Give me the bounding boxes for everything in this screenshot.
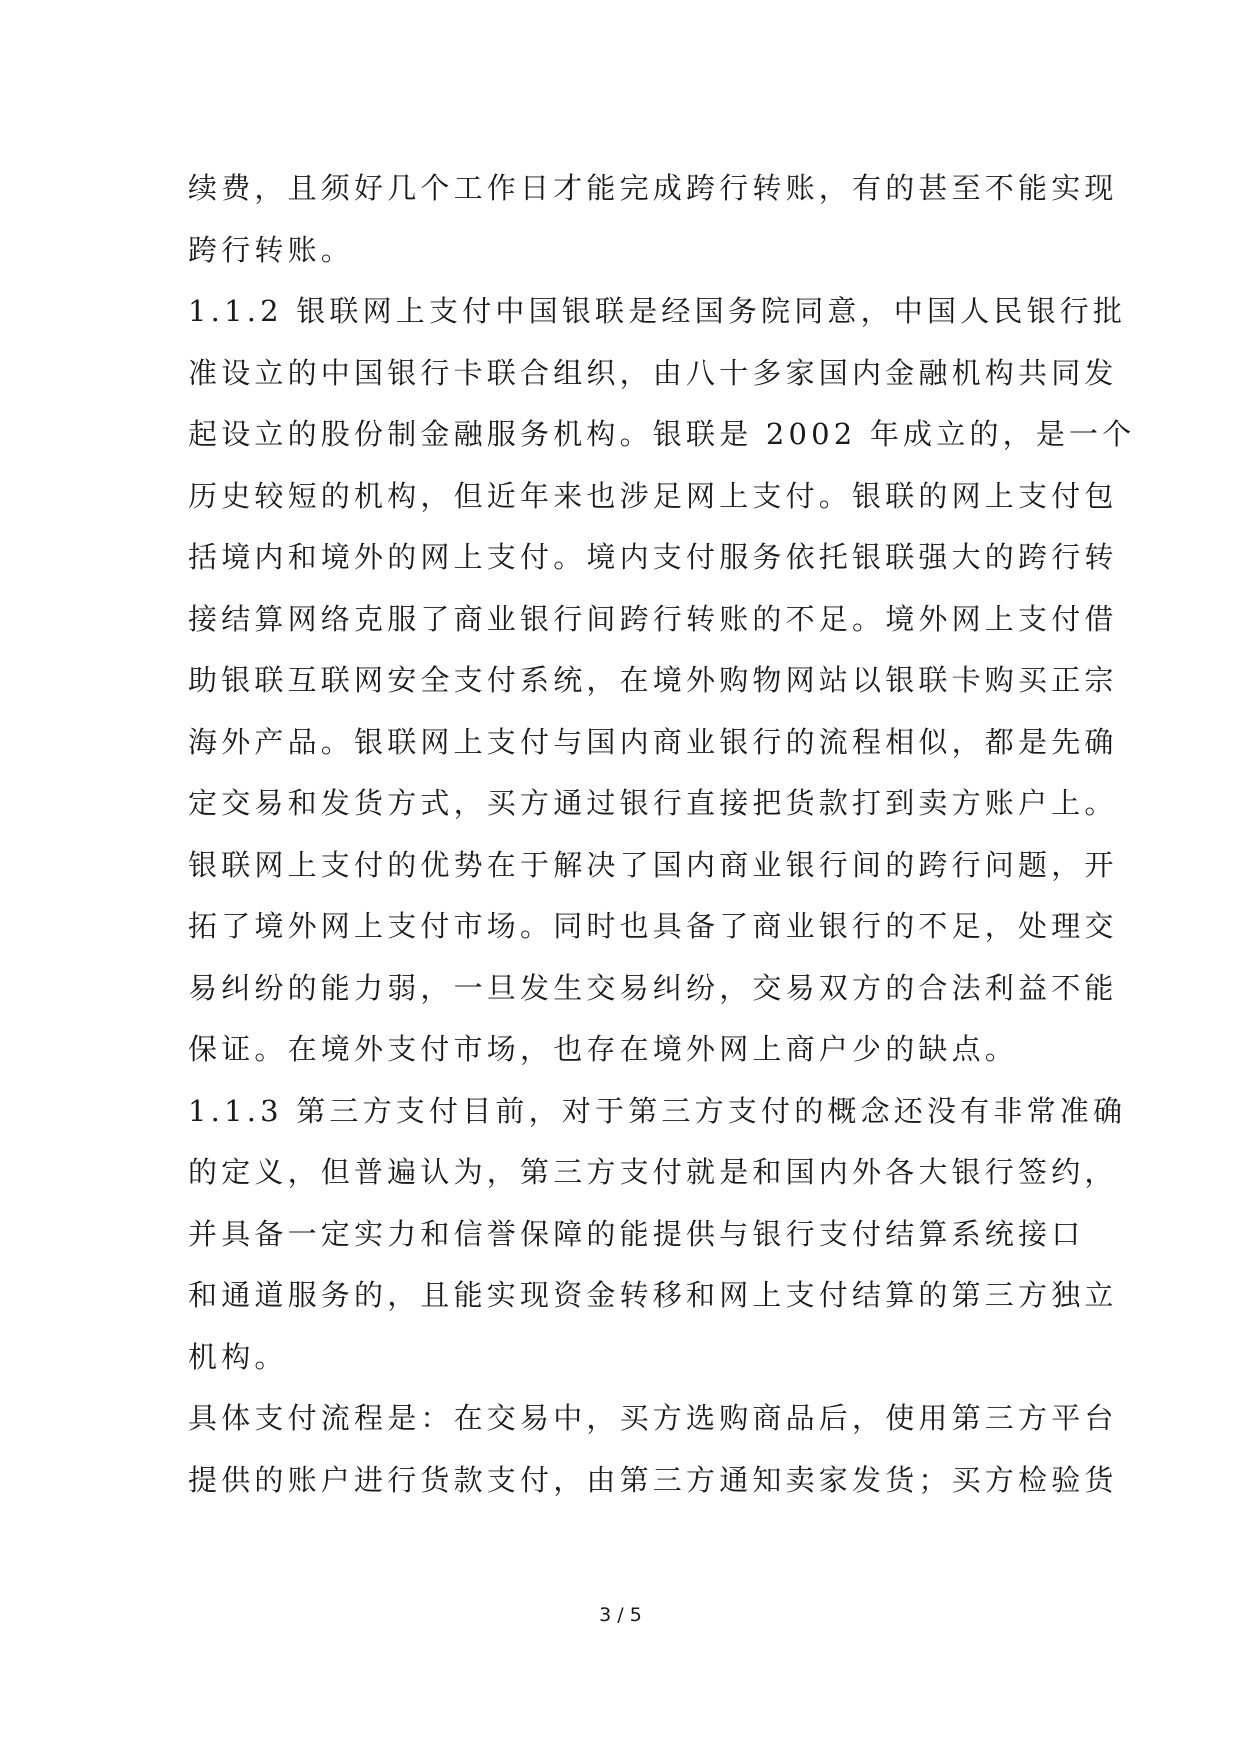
text-line: 括境内和境外的网上支付。境内支付服务依托银联强大的跨行转 <box>188 540 1118 574</box>
text-line: 准设立的中国银行卡联合组织，由八十多家国内金融机构共同发 <box>188 355 1118 390</box>
page-number: 3 / 5 <box>599 1604 642 1626</box>
text-line: 助银联互联网安全支付系统，在境外购物网站以银联卡购买正宗 <box>188 663 1118 697</box>
text-line: 具体支付流程是：在交易中，买方选购商品后，使用第三方平台 <box>188 1401 1118 1435</box>
text-line: 和通道服务的，且能实现资金转移和网上支付结算的第三方独立 <box>188 1278 1118 1312</box>
text-line: 保证。在境外支付市场，也存在境外网上商户少的缺点。 <box>188 1032 1019 1066</box>
text-line: 接结算网络克服了商业银行间跨行转账的不足。境外网上支付借 <box>188 601 1118 636</box>
text-line: 并具备一定实力和信誉保障的能提供与银行支付结算系统接口 <box>188 1216 1085 1251</box>
text-line: 续费，且须好几个工作日才能完成跨行转账，有的甚至不能实现 <box>188 171 1118 205</box>
text-line: 起设立的股份制金融服务机构。银联是 2002 年成立的，是一个 <box>188 417 1136 451</box>
text-line: 1.1.2 银联网上支付中国银联是经国务院同意，中国人民银行批 <box>188 294 1127 328</box>
body-text <box>188 158 1136 1511</box>
text-line: 跨行转账。 <box>188 232 355 267</box>
text-line: 历史较短的机构，但近年来也涉足网上支付。银联的网上支付包 <box>188 478 1118 513</box>
text-line: 拓了境外网上支付市场。同时也具备了商业银行的不足，处理交 <box>188 909 1118 943</box>
text-line: 机构。 <box>188 1339 288 1374</box>
text-line: 定交易和发货方式，买方通过银行直接把货款打到卖方账户上。 <box>188 786 1118 820</box>
text-line: 银联网上支付的优势在于解决了国内商业银行间的跨行问题，开 <box>188 847 1118 882</box>
text-line: 的定义，但普遍认为，第三方支付就是和国内外各大银行签约， <box>188 1155 1118 1189</box>
text-line: 海外产品。银联网上支付与国内商业银行的流程相似，都是先确 <box>188 724 1118 759</box>
text-line: 提供的账户进行货款支付，由第三方通知卖家发货；买方检验货 <box>188 1462 1118 1497</box>
text-line: 易纠纷的能力弱，一旦发生交易纠纷，交易双方的合法利益不能 <box>188 970 1118 1005</box>
text-line: 1.1.3 第三方支付目前，对于第三方支付的概念还没有非常准确 <box>188 1093 1127 1128</box>
